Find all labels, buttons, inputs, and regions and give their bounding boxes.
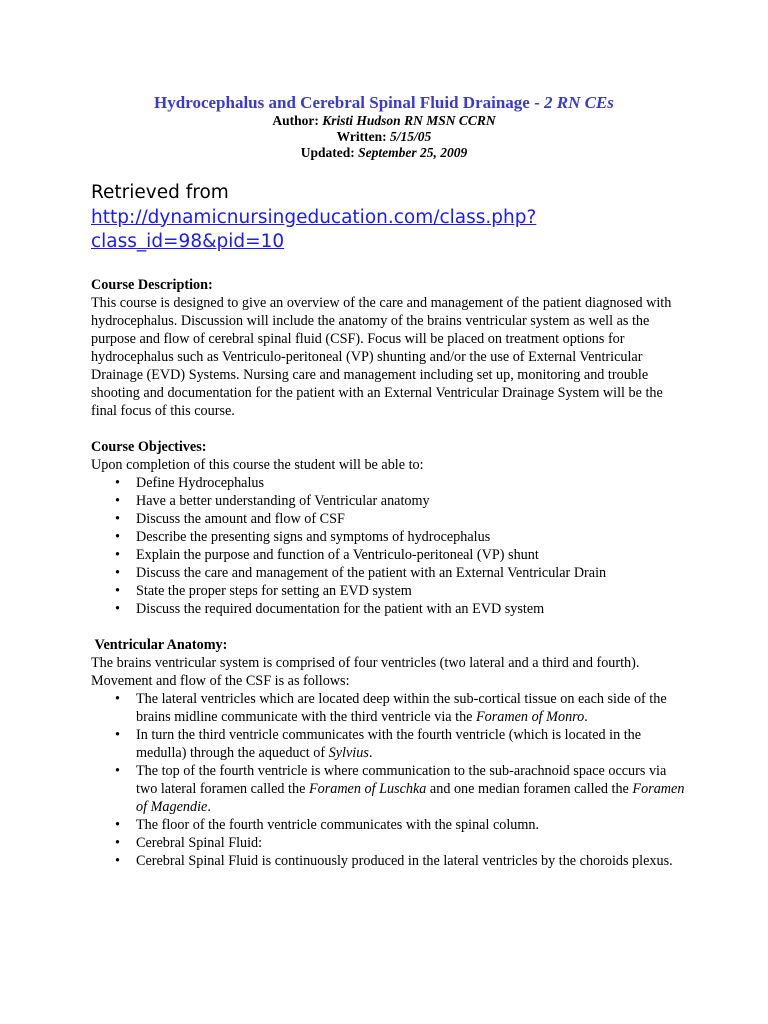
list-item: • The floor of the fourth ventricle communicates with the spinal column. xyxy=(91,816,691,834)
updated-date: September 25, 2009 xyxy=(358,145,468,160)
list-item: • Define Hydrocephalus xyxy=(91,474,691,492)
list-item: • Discuss the amount and flow of CSF xyxy=(91,510,691,528)
list-item: • Cerebral Spinal Fluid: xyxy=(91,834,691,852)
course-objectives-heading: Course Objectives: xyxy=(91,439,207,455)
course-description-heading: Course Description: xyxy=(91,277,213,293)
list-item: • Have a better understanding of Ventricular anatomy xyxy=(91,492,691,510)
retrieved-label: Retrieved from xyxy=(91,182,229,203)
document-title: Hydrocephalus and Cerebral Spinal Fluid Drainage - 2 RN CEs xyxy=(154,93,614,112)
list-item: • In turn the third ventricle communicates with the fourth ventricle (which is located in the medulla) through the aqueduct of Sylvius. xyxy=(91,726,691,762)
written-date: 5/15/05 xyxy=(390,129,432,144)
list-item: • Explain the purpose and function of a Ventriculo-peritoneal (VP) shunt xyxy=(91,546,691,564)
document-body xyxy=(91,276,691,870)
list-item: • Discuss the care and management of the patient with an External Ventricular Drain xyxy=(91,564,691,582)
list-item: • The lateral ventricles which are located deep within the sub-cortical tissue on each side of the brains midline communicate with the third ventricle via the Foramen of Monro. xyxy=(91,690,691,726)
list-item: • Describe the presenting signs and symptoms of hydrocephalus xyxy=(91,528,691,546)
author-line: Author: Kristi Hudson RN MSN CCRN xyxy=(272,113,496,128)
list-item: • Discuss the required documentation for the patient with an EVD system xyxy=(91,600,691,618)
course-description-text: This course is designed to give an overview of the care and management of the patient diagnosed with hydrocephalus. Discussion will include the anatomy of the brains ventricular system as well as the purpose and flow of cerebral spinal fluid (CSF). Focus will be placed on treatment options for hydrocephalus such as Ventriculo-peritoneal (VP) shunting and/or the use of External Ventricular Drainage (EVD) Systems. Nursing care and management including set up, monitoring and trouble shooting and documentation for the patient with an External Ventricular Drainage System will be the final focus of this course. xyxy=(91,295,672,419)
course-objectives-intro: Upon completion of this course the student will be able to: xyxy=(91,457,424,473)
written-line: Written: 5/15/05 xyxy=(336,129,432,144)
source-link[interactable]: http://dynamicnursingeducation.com/class.php? class_id=98&pid=10 xyxy=(91,206,537,252)
ce-credits: 2 RN CEs xyxy=(544,93,614,112)
ventricular-anatomy-heading: Ventricular Anatomy: xyxy=(94,637,228,653)
list-item: • State the proper steps for setting an EVD system xyxy=(91,582,691,600)
updated-line: Updated: September 25, 2009 xyxy=(300,145,468,160)
anatomy-list xyxy=(91,690,691,870)
ventricular-anatomy-intro: The brains ventricular system is comprised of four ventricles (two lateral and a third and fourth). Movement and flow of the CSF is as follows: xyxy=(91,655,640,689)
retrieved-from-block xyxy=(91,181,731,255)
author-name: Kristi Hudson RN MSN CCRN xyxy=(322,113,496,128)
objectives-list xyxy=(91,474,691,618)
list-item: • Cerebral Spinal Fluid is continuously produced in the lateral ventricles by the choroids plexus. xyxy=(91,852,691,870)
list-item: • The top of the fourth ventricle is where communication to the sub-arachnoid space occurs via two lateral foramen called the Foramen of Luschka and one median foramen called the Foramen of Magendie. xyxy=(91,762,691,816)
document-header xyxy=(0,92,768,161)
